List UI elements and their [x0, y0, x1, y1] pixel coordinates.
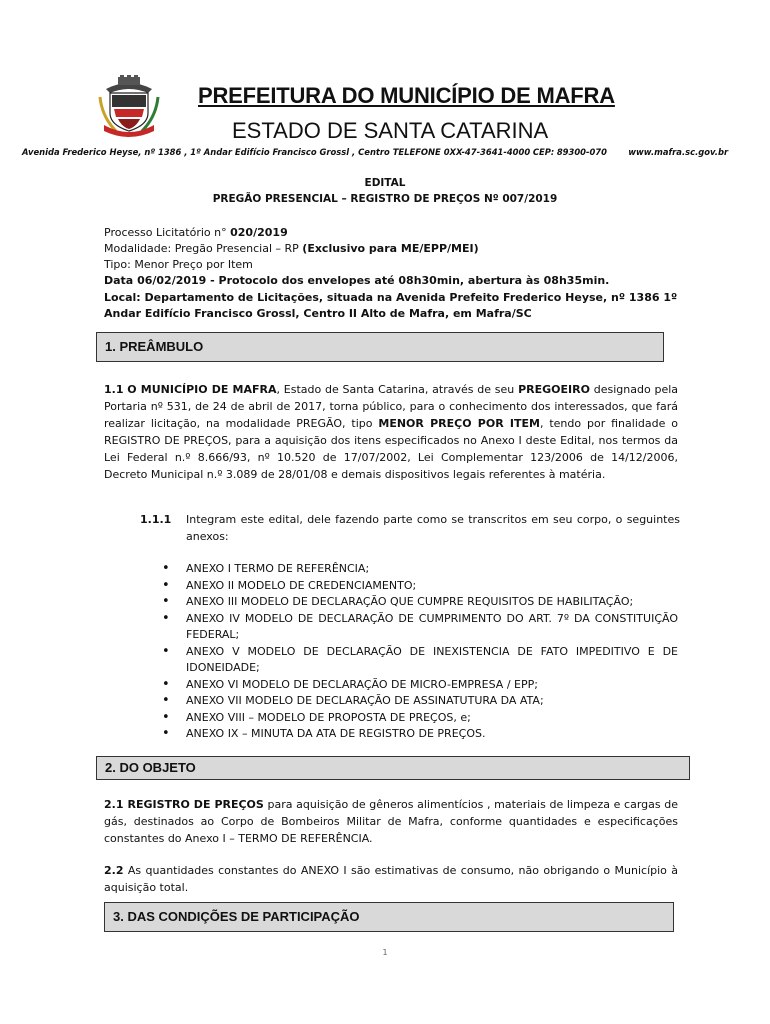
preambulo-bold-pregoeiro: PREGOEIRO: [518, 383, 590, 396]
anexos-list: [160, 561, 678, 743]
preambulo-paragraph: [104, 381, 678, 483]
local-line-1: Local: Departamento de Licitações, situada na Avenida Prefeito Frederico Heyse, nº 1386 1º: [104, 291, 678, 304]
objeto-2-text: As quantidades constantes do ANEXO I são estimativas de consumo, não obrigando o Município à aquisição total.: [104, 864, 678, 894]
modalidade-value: (Exclusivo para ME/EPP/MEI): [302, 242, 479, 255]
processo-line: [104, 224, 288, 241]
objeto-1-bold: 2.1 REGISTRO DE PREÇOS: [104, 798, 264, 811]
page-title: PREFEITURA DO MUNICÍPIO DE MAFRA: [198, 83, 615, 108]
processo-label: Processo Licitatório n°: [104, 226, 231, 239]
section-condicoes-header: 3. DAS CONDIÇÕES DE PARTICIPAÇÃO: [104, 902, 674, 932]
data-line: Data 06/02/2019 - Protocolo dos envelopes até 08h30min, abertura às 08h35min.: [104, 274, 610, 287]
edital-subheading: PREGÃO PRESENCIAL – REGISTRO DE PREÇOS Nº 007/2019: [212, 193, 558, 205]
processo-value: 020/2019: [230, 226, 288, 239]
objeto-paragraph-2: [104, 862, 678, 896]
list-item: • ANEXO VIII – MODELO DE PROPOSTA DE PREÇOS, e;: [160, 710, 678, 727]
address-text: Avenida Frederico Heyse, nº 1386 , 1º Andar Edifício Francisco Grossl , Centro TELEFONE 0XX-47-3641-4000: [22, 147, 531, 157]
preambulo-bold-menor-preco: MENOR PREÇO POR ITEM: [378, 417, 540, 430]
objeto-paragraph-1: [104, 796, 678, 847]
list-item: • ANEXO IV MODELO DE DECLARAÇÃO DE CUMPRIMENTO DO ART. 7º DA CONSTITUIÇÃO FEDERAL;: [160, 611, 678, 644]
subitem-1-1-1: [140, 511, 680, 545]
edital-heading: EDITAL: [364, 177, 406, 189]
list-item: • ANEXO V MODELO DE DECLARAÇÃO DE INEXISTENCIA DE FATO IMPEDITIVO E DE IDONEIDADE;: [160, 644, 678, 677]
preambulo-text-3: , tendo por finalidade o REGISTRO DE PREÇOS, para a aquisição dos itens especificados no Anexo I deste Edital, nos termos da Lei Federal n.º 8.666/93, nº 10.520 de 17/07/2002, Lei Complementar 123/2006 de 14/12/2006, Decreto Municipal n.º 3.089 de 28/01/08 e demais dispositivos legais referentes à matéria.: [104, 417, 678, 481]
address-line: [22, 147, 728, 157]
list-item: • ANEXO I TERMO DE REFERÊNCIA;: [160, 561, 678, 578]
list-item: • ANEXO IX – MINUTA DA ATA DE REGISTRO DE PREÇOS.: [160, 726, 678, 743]
list-item: • ANEXO VII MODELO DE DECLARAÇÃO DE ASSINATUTURA DA ATA;: [160, 693, 678, 710]
page-number: 1: [382, 948, 388, 957]
subitem-num: 1.1.1: [140, 513, 172, 526]
objeto-2-bold: 2.2: [104, 864, 124, 877]
modalidade-label: Modalidade: Pregão Presencial – RP: [104, 242, 303, 255]
list-item: • ANEXO VI MODELO DE DECLARAÇÃO DE MICRO-EMPRESA / EPP;: [160, 677, 678, 694]
objeto-1-text: para aquisição de gêneros alimentícios , materiais de limpeza e cargas de gás, destinados ao Corpo de Bombeiros Militar de Mafra, conforme quantidades e especificações constantes do Anexo I – TERMO DE REFERÊNCIA.: [104, 798, 679, 845]
list-item: • ANEXO II MODELO DE CREDENCIAMENTO;: [160, 578, 678, 595]
page-subtitle: ESTADO DE SANTA CATARINA: [232, 118, 549, 143]
preambulo-bold-municipio: O MUNICÍPIO DE MAFRA: [127, 383, 277, 396]
website: www.mafra.sc.gov.br: [628, 147, 729, 157]
subitem-text: Integram este edital, dele fazendo parte como se transcritos em seu corpo, o seguintes anexos:: [186, 513, 680, 543]
local-line-2: Andar Edifício Francisco Grossl, Centro II Alto de Mafra, em Mafra/SC: [104, 307, 532, 320]
tipo-line: Tipo: Menor Preço por Item: [104, 258, 253, 271]
cep-label: CEP:: [532, 147, 555, 157]
modalidade-line: [104, 240, 479, 257]
preambulo-text-2: designado pela Portaria nº 531, de 24 de abril de 2017, torna público, para o conhecimento dos interessados, que fará realizar licitação, na modalidade PREGÃO, tipo: [104, 383, 679, 430]
section-preambulo-header: 1. PREÂMBULO: [96, 332, 664, 362]
municipal-seal-icon: [96, 75, 162, 137]
cep-value: 89300-070: [556, 147, 607, 157]
list-item: • ANEXO III MODELO DE DECLARAÇÃO QUE CUMPRE REQUISITOS DE HABILITAÇÃO;: [160, 594, 678, 611]
section-objeto-header: 2. DO OBJETO: [96, 756, 690, 780]
preambulo-num: 1.1: [104, 383, 124, 396]
preambulo-text-1: , Estado de Santa Catarina, através de seu: [276, 383, 519, 396]
